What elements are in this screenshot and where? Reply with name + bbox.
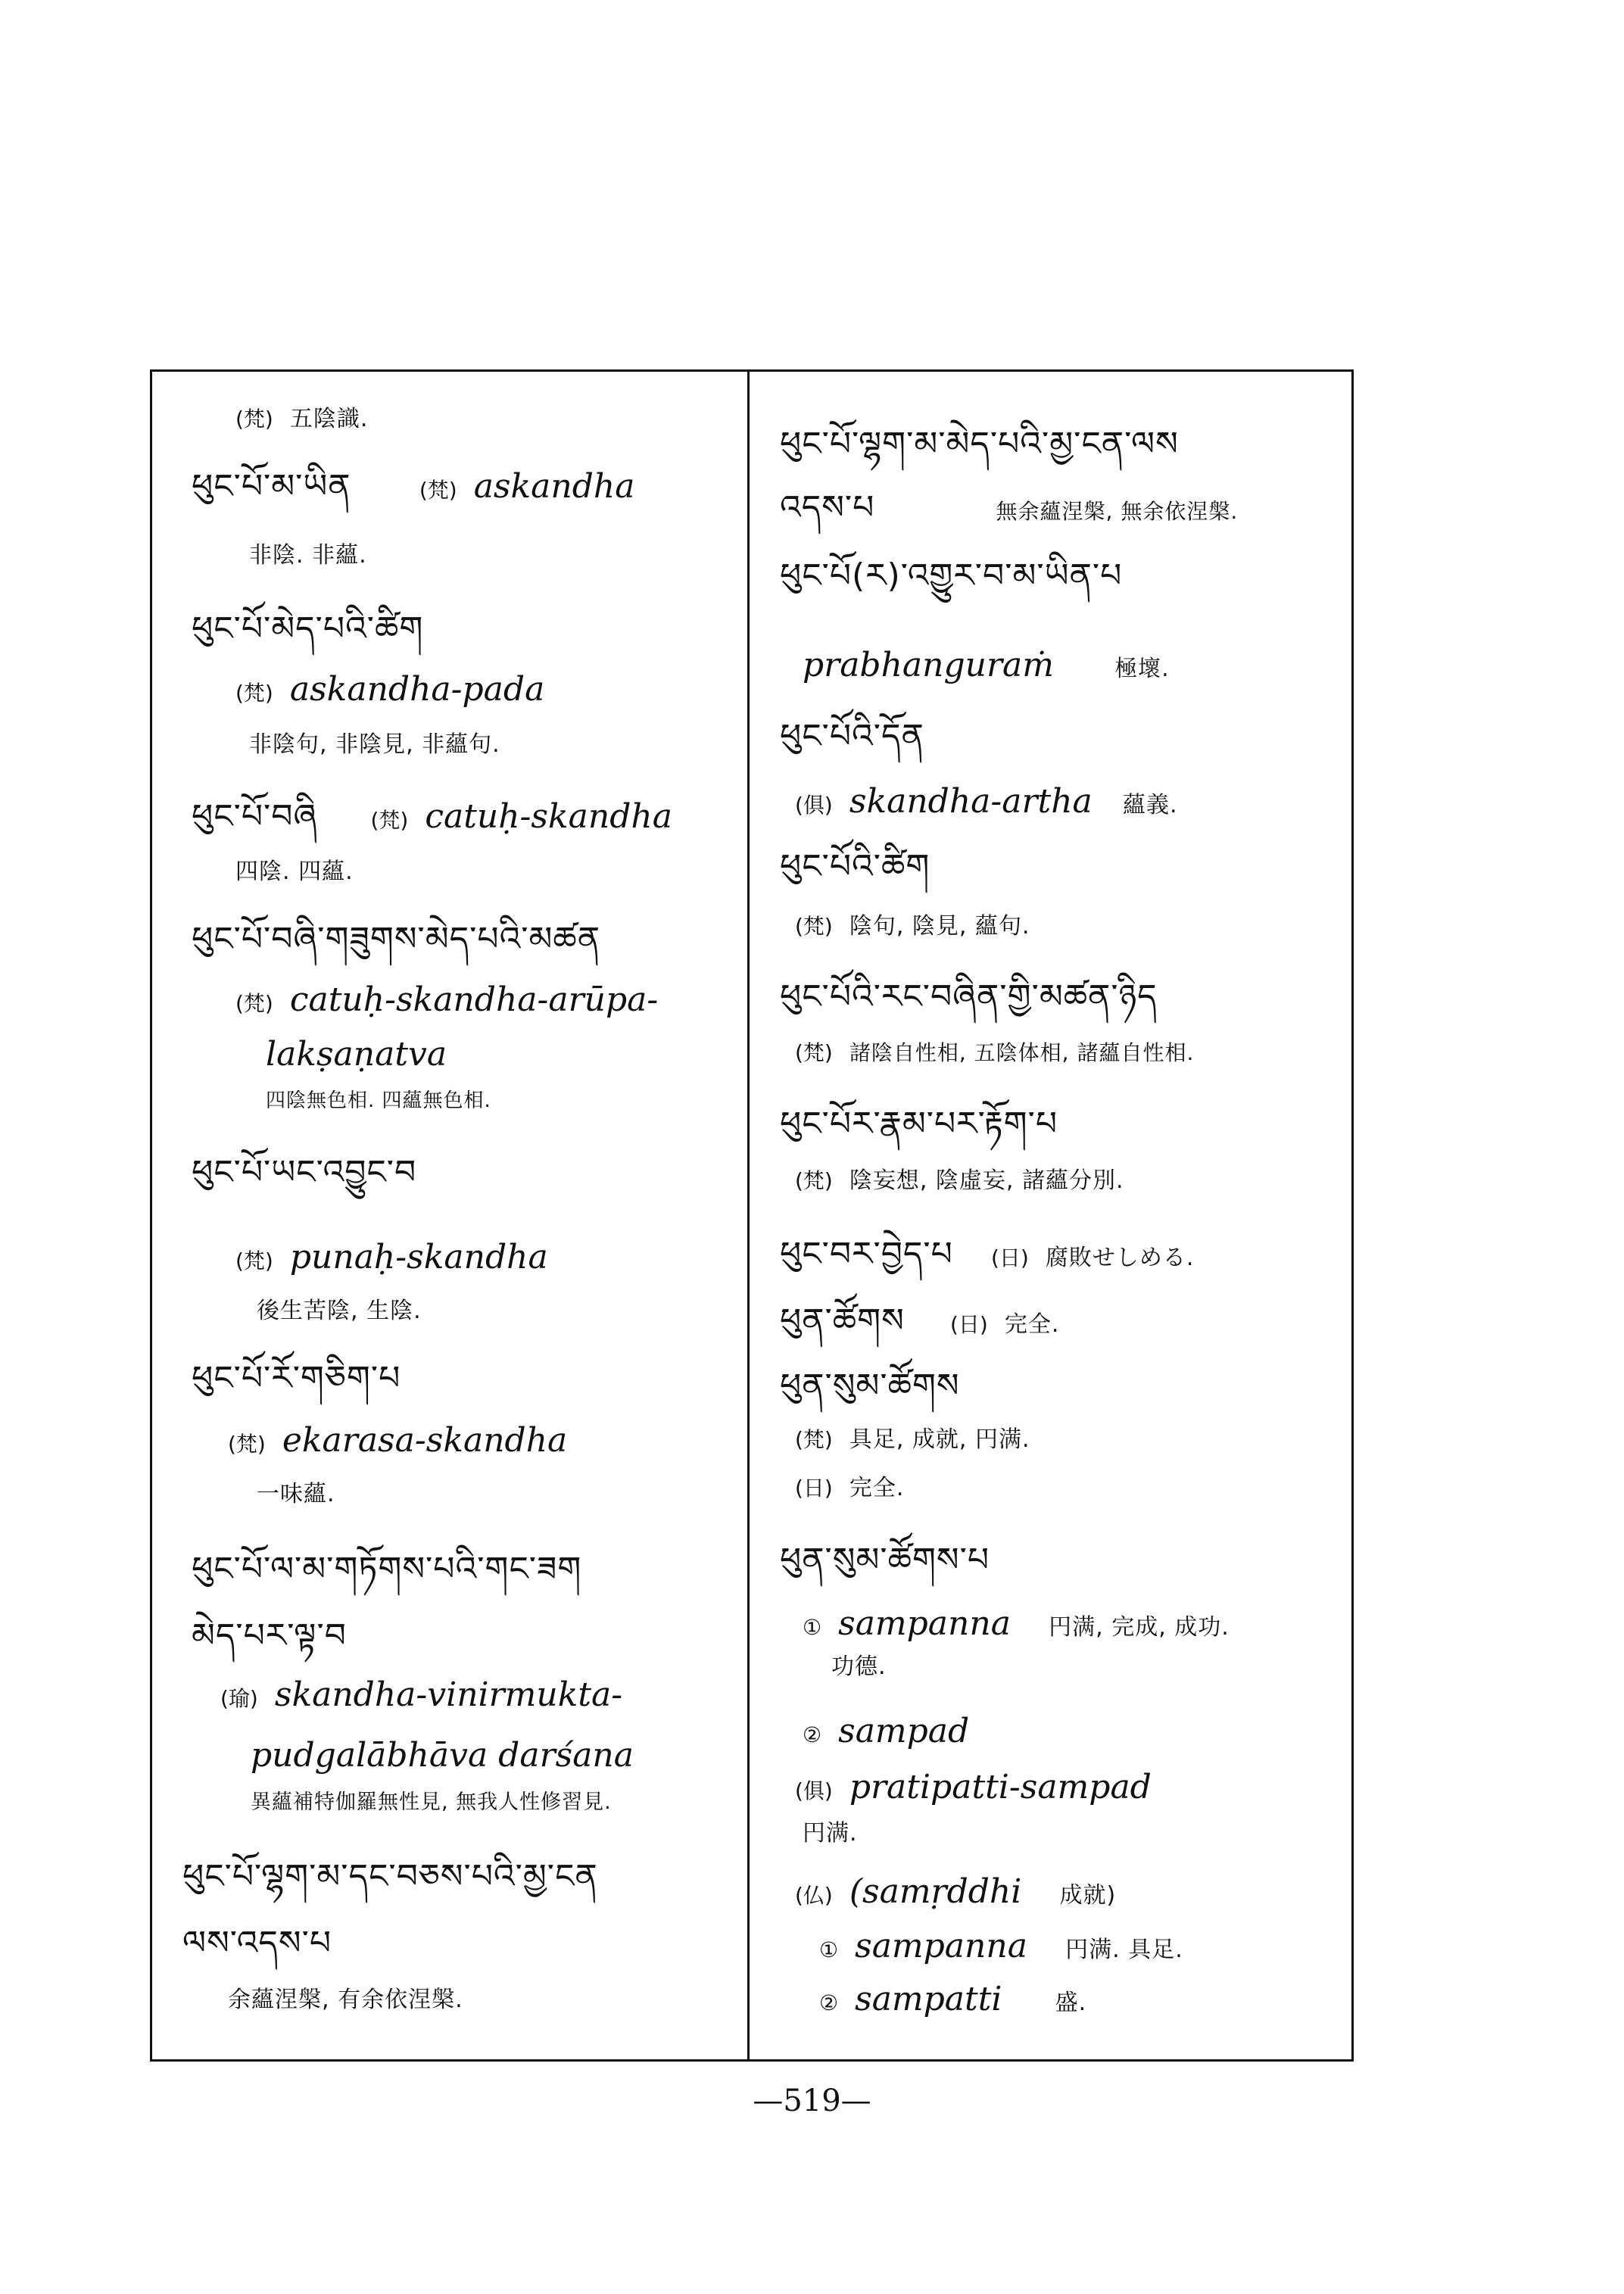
sense-number: ② xyxy=(819,1990,839,2015)
sanskrit-term: catuḥ-skandha xyxy=(425,797,672,836)
entry-headword xyxy=(780,1541,990,1579)
sanskrit-term: sampad xyxy=(838,1712,970,1750)
definition: 功德. xyxy=(831,1653,887,1680)
definition: 一味蘊. xyxy=(257,1481,335,1507)
entry-headword xyxy=(780,847,930,886)
source-tag: (梵) xyxy=(235,1248,273,1273)
tibetan-term: ཕུན་སུམ་ཚོགས་པ xyxy=(780,1541,990,1579)
source-tag: (瑜) xyxy=(220,1686,258,1711)
definition: 具足, 成就, 円满. xyxy=(849,1426,1030,1453)
entry-line xyxy=(795,1872,1117,1911)
entry-headword xyxy=(780,1301,1060,1340)
entry-line xyxy=(795,782,1178,821)
entry-line xyxy=(795,1768,1152,1806)
sanskrit-term: (samṛddhi xyxy=(849,1872,1022,1911)
tibetan-term: ཕུང་པོ་བཞི xyxy=(192,797,318,836)
sanskrit-term: sampanna xyxy=(855,1927,1027,1965)
tibetan-term: ཕུང་པོ་ལྷག་མ་མེད་པའི་མྱ་ངན་ལས xyxy=(780,425,1179,463)
source-tag: (日) xyxy=(795,1476,833,1501)
definition: 五陰識. xyxy=(289,406,369,432)
tibetan-term: ཕུན་ཚོགས xyxy=(780,1301,905,1340)
entry-line xyxy=(831,1653,887,1680)
sense-number: ① xyxy=(819,1937,839,1962)
entry-line xyxy=(235,408,368,431)
entry-headword xyxy=(192,609,424,648)
definition: 後生苦陰, 生陰. xyxy=(257,1298,422,1324)
entry-line xyxy=(803,1712,970,1750)
source-tag: (梵) xyxy=(228,1432,266,1457)
entry-line xyxy=(266,1091,491,1111)
entry-headword xyxy=(780,717,924,756)
sanskrit-term: ekarasa-skandha xyxy=(282,1421,568,1460)
entry-line xyxy=(795,1477,904,1500)
entry-headword xyxy=(780,556,1123,595)
definition: 極壞. xyxy=(1114,656,1170,682)
entry-line xyxy=(819,1927,1183,1965)
tibetan-term: ཕུང་པོ་ལྷག་མ་དང་བཅས་པའི་མྱ་ངན xyxy=(182,1857,598,1896)
source-tag: (梵) xyxy=(419,478,457,503)
tibetan-term: ཕུན་སུམ་ཚོགས xyxy=(780,1367,960,1405)
source-tag: (梵) xyxy=(795,1427,833,1452)
entry-headword xyxy=(780,425,1179,463)
source-tag: (俱) xyxy=(795,793,833,818)
entry-headword xyxy=(182,1857,598,1896)
definition: 成就) xyxy=(1059,1882,1117,1909)
tibetan-term: ལས་འདས་པ xyxy=(182,1924,332,1962)
page-number: —519— xyxy=(753,2084,871,2118)
sanskrit-term: punaḥ-skandha xyxy=(289,1238,548,1276)
entry-line xyxy=(803,1822,858,1845)
sanskrit-term: askandha xyxy=(473,467,635,506)
entry-headword xyxy=(192,920,601,958)
entry-line xyxy=(257,1483,335,1506)
entry-line xyxy=(257,1300,422,1323)
entry-line xyxy=(249,731,500,758)
entry-headword-cont xyxy=(192,1616,347,1655)
right-column xyxy=(750,372,1351,2059)
entry-line xyxy=(220,1675,623,1714)
entry-headword xyxy=(780,977,1158,1016)
source-tag: (梵) xyxy=(795,1040,833,1065)
sanskrit-term: pratipatti-sampad xyxy=(849,1768,1152,1806)
definition: 陰句, 陰見, 蘊句. xyxy=(849,913,1030,940)
definition: 無余蘊涅槃, 無余依涅槃. xyxy=(996,499,1239,524)
entry-headword xyxy=(192,1359,401,1398)
entry-headword xyxy=(780,1105,1058,1143)
definition: 腐敗せしめる. xyxy=(1045,1245,1195,1271)
entry-line xyxy=(795,1426,1030,1453)
entry-line xyxy=(228,1989,463,2012)
source-tag: (俱) xyxy=(795,1778,833,1803)
entry-line xyxy=(780,488,1239,527)
entry-line xyxy=(803,1604,1230,1643)
tibetan-term: ཕུང་པོ་ལ་མ་གཏོགས་པའི་གང་ཟག xyxy=(192,1550,582,1588)
entry-line xyxy=(266,1035,447,1074)
dictionary-frame xyxy=(150,369,1354,2062)
entry-line xyxy=(228,1421,568,1460)
sanskrit-term: skandha-artha xyxy=(849,782,1093,821)
entry-line xyxy=(819,1980,1087,2018)
source-tag: (梵) xyxy=(795,1168,833,1193)
definition: 円满, 完成, 成功. xyxy=(1049,1614,1230,1641)
sanskrit-term: askandha-pada xyxy=(289,670,545,709)
sanskrit-term: pudgalābhāva darśana xyxy=(251,1736,634,1775)
tibetan-term: ཕུང་པོའི་ཚིག xyxy=(780,847,930,886)
sanskrit-term: sampanna xyxy=(838,1604,1011,1643)
entry-line xyxy=(235,861,354,884)
entry-line xyxy=(251,1792,612,1812)
definition: 円满. 具足. xyxy=(1065,1937,1183,1963)
definition: 余蘊涅槃, 有余依涅槃. xyxy=(228,1987,463,2013)
sanskrit-term: catuḥ-skandha-arūpa- xyxy=(289,980,659,1019)
source-tag: (梵) xyxy=(235,681,273,706)
definition: 盛. xyxy=(1055,1990,1087,2016)
definition: 四陰無色相. 四蘊無色相. xyxy=(266,1089,491,1112)
tibetan-term: ཕུང་པོ་བཞི་གཟུགས་མེད་པའི་མཚན xyxy=(192,920,601,958)
definition: 円满. xyxy=(803,1820,858,1847)
entry-line xyxy=(803,646,1170,684)
definition: 非陰. 非蘊. xyxy=(249,542,367,569)
definition: 非陰句, 非陰見, 非蘊句. xyxy=(249,731,500,758)
entry-headword xyxy=(780,1235,1195,1273)
sanskrit-term: sampatti xyxy=(855,1980,1002,2018)
source-tag: (梵) xyxy=(235,407,273,432)
entry-line xyxy=(235,670,545,709)
entry-line xyxy=(235,980,659,1019)
tibetan-term: ཕུང་པོ་མེད་པའི་ཚིག xyxy=(192,609,424,648)
entry-headword xyxy=(192,797,672,836)
tibetan-term: ཕུང་པོ་རོ་གཅིག་པ xyxy=(192,1359,401,1398)
sense-number: ② xyxy=(803,1722,822,1747)
sanskrit-term: lakṣaṇatva xyxy=(266,1035,447,1074)
entry-headword xyxy=(192,467,635,506)
source-tag: (仏) xyxy=(795,1883,833,1908)
entry-line xyxy=(249,544,367,567)
entry-line xyxy=(795,1167,1124,1194)
entry-line xyxy=(235,1238,548,1276)
sense-number: ① xyxy=(803,1615,822,1640)
source-tag: (梵) xyxy=(235,991,273,1016)
entry-headword xyxy=(780,1367,960,1405)
definition: 異蘊補特伽羅無性見, 無我人性修習見. xyxy=(251,1791,612,1814)
left-column xyxy=(152,372,747,2059)
tibetan-term: ཕུང་བར་བྱེད་པ xyxy=(780,1235,953,1273)
definition: 陰妄想, 陰虛妄, 諸蘊分別. xyxy=(849,1167,1124,1194)
tibetan-term: ཕུང་པོའི་རང་བཞིན་གྱི་མཚན་ཉིད xyxy=(780,977,1158,1016)
entry-line xyxy=(795,915,1030,938)
source-tag: (梵) xyxy=(370,808,409,833)
tibetan-term: ཕུང་པོར་རྣམ་པར་རྟོག་པ xyxy=(780,1105,1058,1143)
definition: 諸陰自性相, 五陰体相, 諸蘊自性相. xyxy=(849,1040,1195,1065)
entry-line xyxy=(251,1736,634,1775)
tibetan-term: ཕུང་པོ་མ་ཡིན xyxy=(192,467,351,506)
tibetan-term: ཕུང་པོ་ཡང་འབྱུང་བ xyxy=(192,1153,417,1192)
sanskrit-term: skandha-vinirmukta- xyxy=(274,1675,623,1714)
entry-headword-cont xyxy=(182,1924,332,1962)
entry-line xyxy=(795,1040,1195,1065)
tibetan-term: ཕུང་པོ(ར)་འགྱུར་བ་མ་ཡིན་པ xyxy=(780,556,1123,595)
tibetan-term: ཕུང་པོའི་དོན xyxy=(780,717,924,756)
source-tag: (梵) xyxy=(795,914,833,939)
definition: 四陰. 四蘊. xyxy=(235,859,354,885)
source-tag: (日) xyxy=(991,1245,1029,1270)
entry-headword xyxy=(192,1550,582,1588)
definition: 完全. xyxy=(849,1475,905,1501)
entry-headword xyxy=(192,1153,417,1192)
tibetan-term: འདས་པ xyxy=(780,488,875,527)
definition: 完全. xyxy=(1004,1311,1060,1338)
definition: 蘊義. xyxy=(1122,792,1178,818)
source-tag: (日) xyxy=(949,1312,988,1337)
sanskrit-term: prabhanguraṁ xyxy=(803,646,1054,684)
tibetan-term: མེད་པར་ལྟ་བ xyxy=(192,1616,347,1655)
